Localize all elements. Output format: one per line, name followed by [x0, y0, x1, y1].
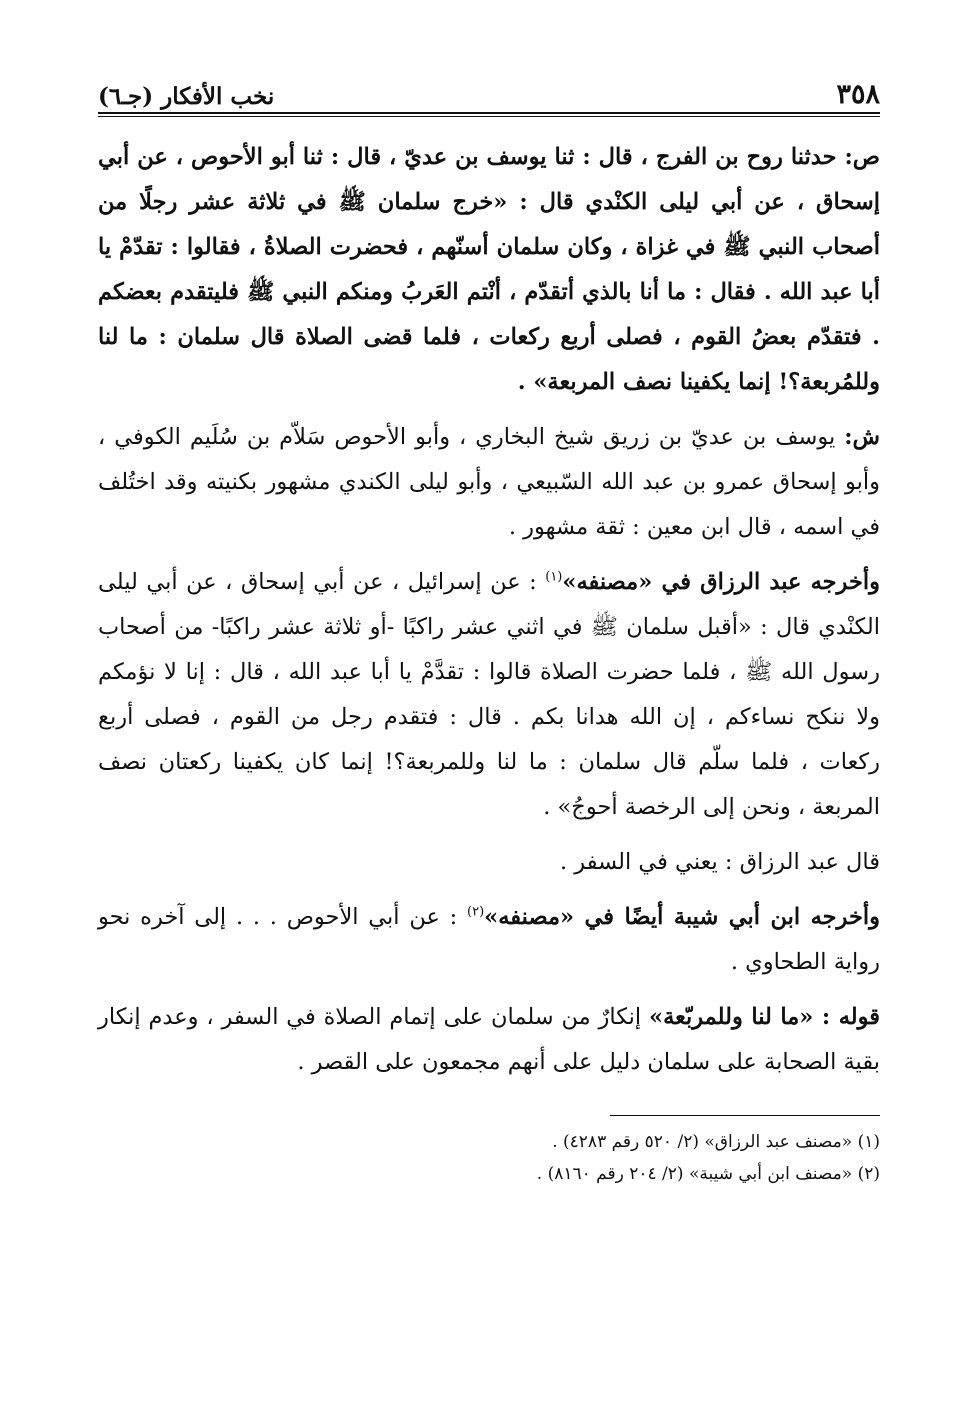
footnote-2: (٢) «مصنف ابن أبي شيبة» (٢/ ٢٠٤ رقم ٨١٦٠) .: [536, 1164, 880, 1184]
book-title: نخب الأفكار (جـ٦): [98, 83, 275, 110]
source-paragraph-abdurrazzaq: [98, 560, 880, 830]
note-paragraph: [98, 840, 880, 885]
paragraph-body: حدثنا روح بن الفرج ، قال : ثنا يوسف بن عديّ ، قال : ثنا أبو الأحوص ، عن أبي إسحاق ، عن أبي ليلى الكنْدي قال : «خرج سلمان ﷺ في ثلاثة عشر رجلًا من أصحاب النبي ﷺ في غزاة ، وكان سلمان أسنّهم ، فحضرت الصلاةُ ، فقالوا : تقدّمْ يا أبا عبد الله . فقال : ما أنا بالذي أتقدّم ، أنْتم العَربُ ومنكم النبي ﷺ فليتقدم بعضكم . فتقدّم بعضُ القوم ، فصلى أربع ركعات ، فلما قضى الصلاة قال سلمان : ما لنا وللمُربعة؟! إنما يكفينا نصف المربعة» .: [98, 144, 880, 395]
paragraph-body: قال عبد الرزاق : يعني في السفر .: [559, 849, 880, 875]
paragraph-body: : عن إسرائيل ، عن أبي إسحاق ، عن أبي ليلى الكنْدي قال : «أقبل سلمان ﷺ في اثني عشر راكبًا -أو ثلاثة عشر راكبًا- من أصحاب رسول الله ﷺ ، فلما حضرت الصلاة قالوا : تقدَّمْ يا أبا عبد الله ، قال : إنا لا نؤمكم ولا ننكح نساءكم ، إن الله هدانا بكم . قال : فتقدم رجل من القوم ، فصلى أربع ركعات ، فلما سلّم قال سلمان : ما لنا وللمربعة؟! إنما كان يكفينا ركعتان نصف المربعة ، ونحن إلى الرخصة أحوجُ» .: [98, 569, 880, 820]
paragraph-lead: ش:: [844, 424, 880, 450]
paragraph-lead: قوله : «ما لنا وللمربّعة»: [649, 1004, 880, 1030]
explanation-paragraph: [98, 995, 880, 1085]
footnote-1: (١) «مصنف عبد الرزاق» (٢/ ٥٢٠ رقم ٤٢٨٣) .: [552, 1132, 880, 1152]
paragraph-body: : عن أبي الأحوص . . . إلى آخره نحو رواية الطحاوي .: [98, 904, 880, 975]
commentary-paragraph: [98, 415, 880, 550]
page-number: ٣٥٨: [836, 79, 880, 110]
header-rule: [98, 116, 880, 117]
footnotes: [98, 1126, 880, 1190]
main-text: [98, 135, 880, 1085]
paragraph-lead: وأخرجه عبد الرزاق في «مصنفه»: [562, 569, 880, 595]
paragraph-lead: وأخرجه ابن أبي شيبة أيضًا في «مصنفه»: [484, 904, 880, 930]
footnote-marker: (٢): [467, 904, 485, 920]
source-paragraph-ibn-abi-shayba: [98, 895, 880, 985]
paragraph-body: يوسف بن عديّ بن زريق شيخ البخاري ، وأبو الأحوص سَلاّم بن سُلَيم الكوفي ، وأبو إسحاق عمرو بن عبد الله السّبيعي ، وأبو ليلى الكندي مشهور بكنيته وقد اختُلف في اسمه ، قال ابن معين : ثقة مشهور .: [98, 424, 880, 540]
hadith-text-paragraph: [98, 135, 880, 405]
footnote-marker: (١): [545, 569, 563, 585]
paragraph-lead: ص:: [844, 144, 880, 170]
page-header: [98, 60, 880, 114]
paragraph-body: إنكارٌ من سلمان على إتمام الصلاة في السفر ، وعدم إنكار بقية الصحابة على سلمان دليل على أنهم مجمعون على القصر .: [98, 1004, 880, 1075]
footnote-divider: [610, 1115, 880, 1116]
